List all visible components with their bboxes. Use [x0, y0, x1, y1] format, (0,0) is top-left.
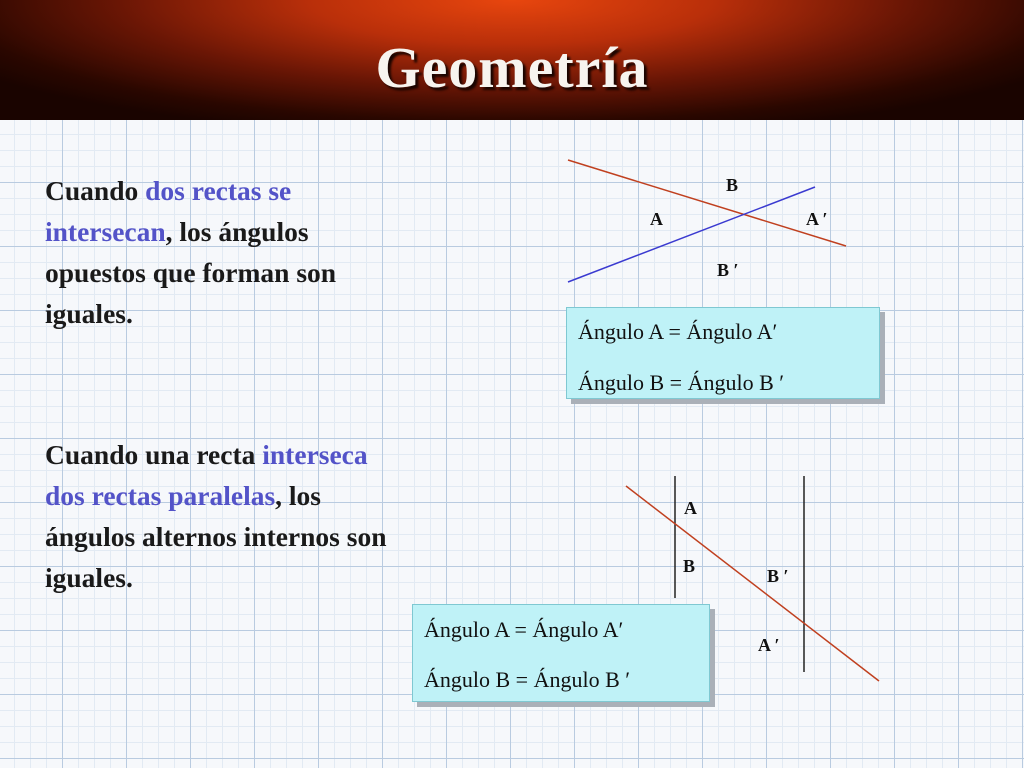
- blue-line: [568, 187, 815, 282]
- box1-line-2: Ángulo B = Ángulo B ′: [578, 370, 785, 395]
- d1-label-b-prime: B ′: [717, 260, 739, 280]
- d1-label-a: A: [650, 209, 663, 229]
- para2-text-before: Cuando una recta: [45, 439, 263, 470]
- d1-label-a-prime: A ′: [806, 209, 828, 229]
- d2-label-a: A: [684, 498, 697, 518]
- red-line-1: [568, 160, 846, 246]
- para2-highlight: interseca dos rectas paralelas: [45, 439, 368, 511]
- box2-line-2: Ángulo B = Ángulo B ′: [424, 667, 631, 692]
- para2-text-after: , los ángulos alternos internos son iguales.: [45, 480, 387, 593]
- para1-text-before: Cuando: [45, 175, 146, 206]
- angle-equality-box-2: [412, 604, 710, 702]
- d2-label-b: B: [683, 556, 696, 576]
- d2-label-a-prime: A ′: [758, 635, 780, 655]
- box2-line-1: Ángulo A = Ángulo A′: [424, 617, 624, 642]
- diagram-intersecting-lines: [568, 160, 846, 282]
- box1-line-1: Ángulo A = Ángulo A′: [578, 319, 778, 344]
- slide-title: Geometría: [375, 35, 649, 100]
- d2-label-b-prime: B ′: [767, 566, 789, 586]
- para1-highlight: dos rectas se intersecan: [45, 175, 292, 247]
- angle-equality-box-1: [566, 307, 880, 399]
- para1-text-after: , los ángulos opuestos que forman son iguales.: [45, 216, 337, 329]
- d1-label-b: B: [726, 175, 739, 195]
